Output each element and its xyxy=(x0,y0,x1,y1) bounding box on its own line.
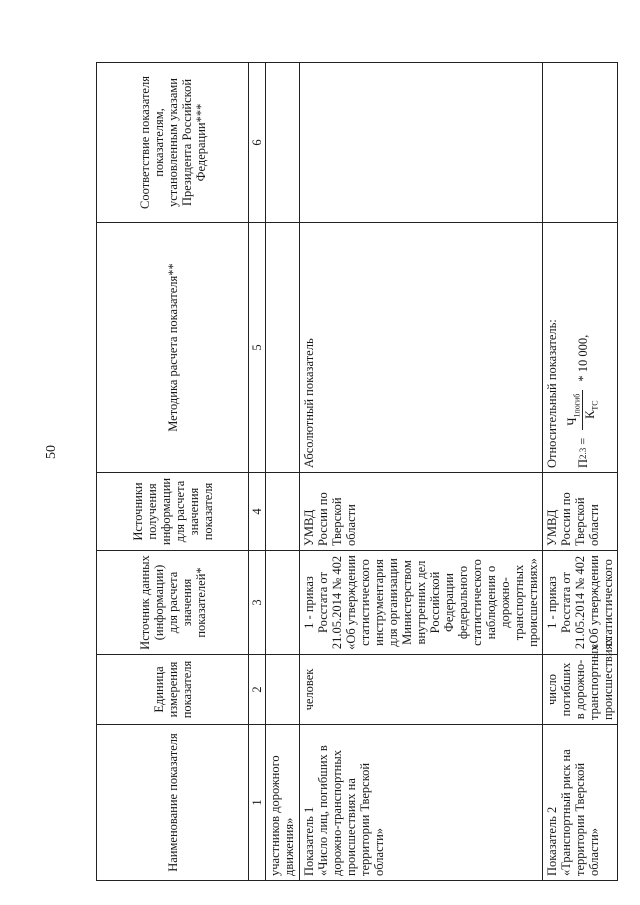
col-number-2: 2 xyxy=(249,655,266,725)
method-label: Относительный показатель: xyxy=(545,319,559,468)
column-number-row xyxy=(249,63,266,881)
indicator-1-unit: человек xyxy=(300,655,543,725)
header-unit: Единица измерения показателя xyxy=(97,655,249,725)
indicator-2-row xyxy=(543,63,618,881)
col-number-3: 3 xyxy=(249,551,266,655)
indicator-2-source: 1 - приказ Росстата от 21.05.2014 № 402 «Об утверждении статистического xyxy=(543,551,618,655)
formula-lhs: П xyxy=(575,458,590,468)
indicators-table xyxy=(96,62,618,881)
indicator-1-source: 1 - приказ Росстата от 21.05.2014 № 402 «Об утверждении статистического инструментария для организации Министерством внутренних дел Российской Федерации федерального статистического наблюдения о дорожно-транспортных происшествиях» xyxy=(300,551,543,655)
indicator-1-compliance xyxy=(300,63,543,223)
formula-lhs-sub: 2.3 xyxy=(577,447,588,459)
indicator-1-method: Абсолютный показатель xyxy=(300,223,543,473)
formula-fraction xyxy=(565,390,601,430)
indicator-2-name: Показатель 2 «Транспортный риск на территории Тверской области» xyxy=(543,725,618,881)
header-info: Источники получения информации для расчета значения показателя xyxy=(97,473,249,551)
col-number-4: 4 xyxy=(249,473,266,551)
header-name: Наименование показателя xyxy=(97,725,249,881)
formula-num: Ч xyxy=(565,417,579,426)
indicator-2-method xyxy=(543,223,618,473)
header-source: Источник данных (информации) для расчета значения показателей* xyxy=(97,551,249,655)
page-number: 50 xyxy=(44,445,59,459)
formula-denominator xyxy=(583,400,600,419)
continuation-name: участников дорожного движения» xyxy=(266,725,300,881)
indicator-1-name: Показатель 1 «Число лиц, погибших в дорожно-транспортных происшествиях на территории Тверской области» xyxy=(300,725,543,881)
formula-den-sub: ТС xyxy=(590,400,600,411)
header-row xyxy=(97,63,249,881)
header-method: Методика расчета показателя** xyxy=(97,223,249,473)
formula-den: К xyxy=(583,410,598,419)
formula-eq: = xyxy=(575,437,590,445)
col-number-1: 1 xyxy=(249,725,266,881)
indicator-2-info: УМВД России по Тверской области xyxy=(543,473,618,551)
continuation-row xyxy=(266,63,300,881)
indicator-2-unit: число погибших в дорожно-транспортных происшествиях xyxy=(543,655,618,725)
indicator-1-row xyxy=(300,63,543,881)
indicator-2-compliance xyxy=(543,63,618,223)
formula-num-sub: 1погиб xyxy=(572,393,582,418)
rotated-table-container xyxy=(96,63,615,881)
formula-numerator xyxy=(565,390,583,430)
formula xyxy=(565,227,601,468)
formula-mult: * 10 000, xyxy=(575,334,590,382)
indicator-1-info: УМВД России по Тверской области xyxy=(300,473,543,551)
col-number-6: 6 xyxy=(249,63,266,223)
col-number-5: 5 xyxy=(249,223,266,473)
header-compliance: Соответствие показателя показателям, установленным указами Президента Российской Федерации*** xyxy=(97,63,249,223)
